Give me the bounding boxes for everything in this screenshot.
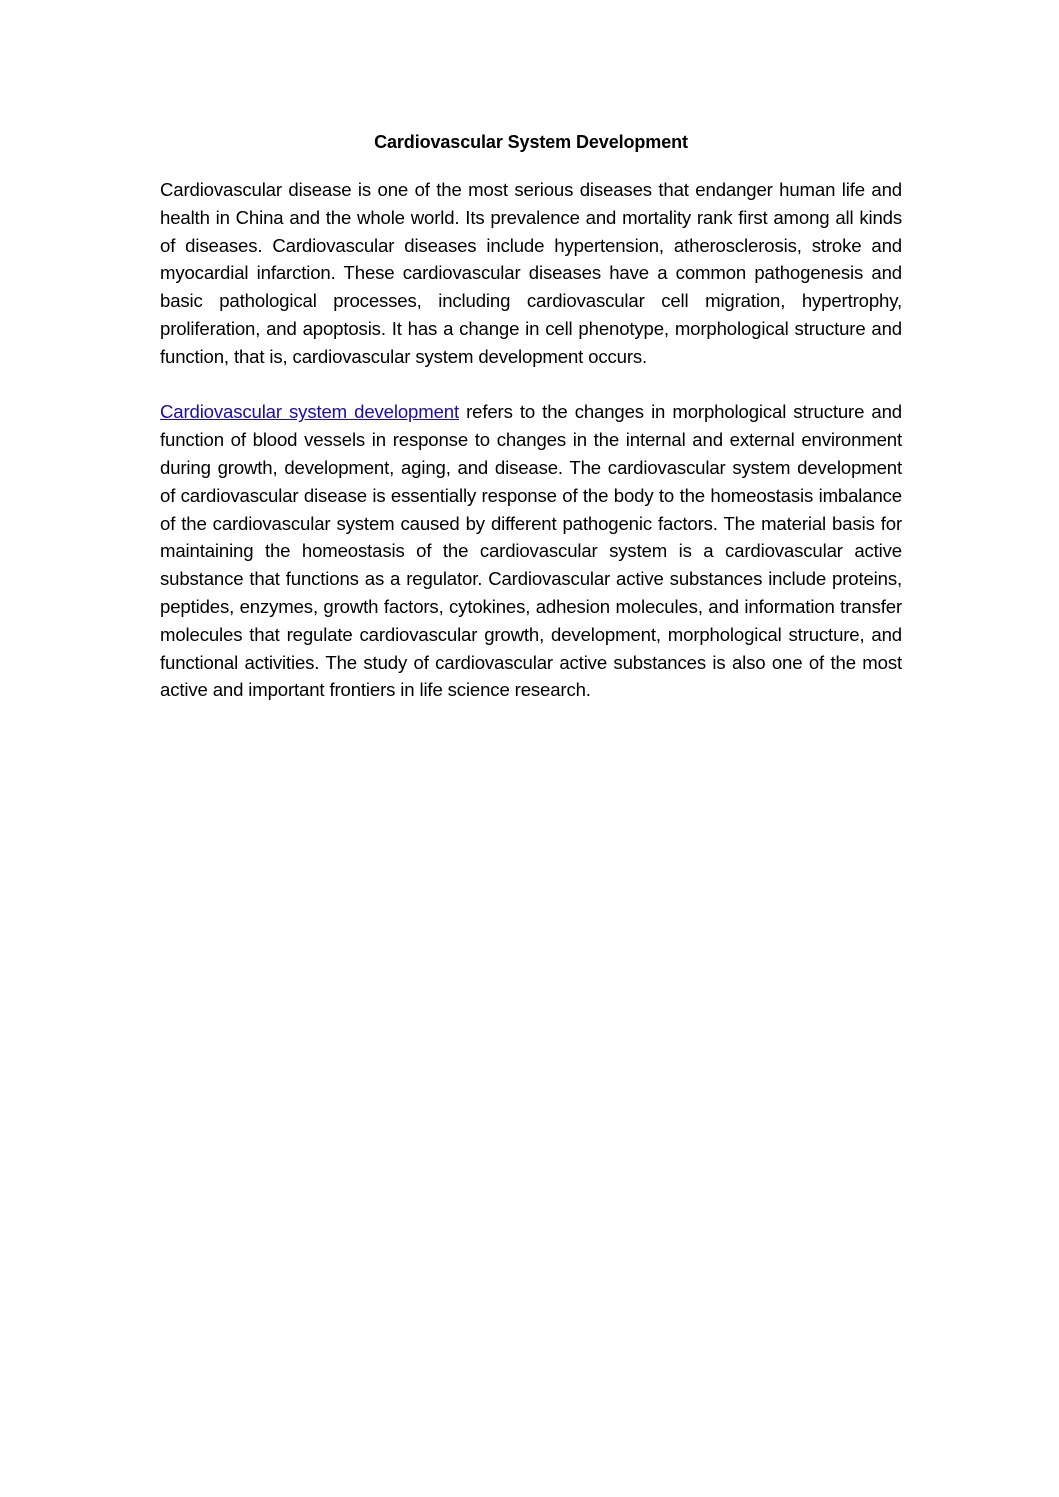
cardiovascular-system-development-link[interactable]: Cardiovascular system development [160, 401, 459, 423]
document-body [160, 128, 902, 704]
paragraph-intro: Cardiovascular disease is one of the most serious diseases that endanger human life and health in China and the whole world. Its prevalence and mortality rank first among all kinds of diseases. Cardiovascular diseases include hypertension, atherosclerosis, stroke and myocardial infarction. These cardiovascular diseases have a common pathogenesis and basic pathological processes, including cardiovascular cell migration, hypertrophy, proliferation, and apoptosis. It has a change in cell phenotype, morphological structure and function, that is, cardiovascular system development occurs. [160, 179, 902, 367]
document-title: Cardiovascular System Development [374, 132, 688, 152]
paragraph-definition [160, 398, 902, 704]
paragraph-definition-text: refers to the changes in morphological structure and function of blood vessels in response to changes in the internal and external environment during growth, development, aging, and disease. The cardiovascular system development of cardiovascular disease is essentially response of the body to the homeostasis imbalance of the cardiovascular system caused by different pathogenic factors. The material basis for maintaining the homeostasis of the cardiovascular system is a cardiovascular active substance that functions as a regulator. Cardiovascular active substances include proteins, peptides, enzymes, growth factors, cytokines, adhesion molecules, and information transfer molecules that regulate cardiovascular growth, development, morphological structure, and functional activities. The study of cardiovascular active substances is also one of the most active and important frontiers in life science research. [160, 401, 902, 701]
